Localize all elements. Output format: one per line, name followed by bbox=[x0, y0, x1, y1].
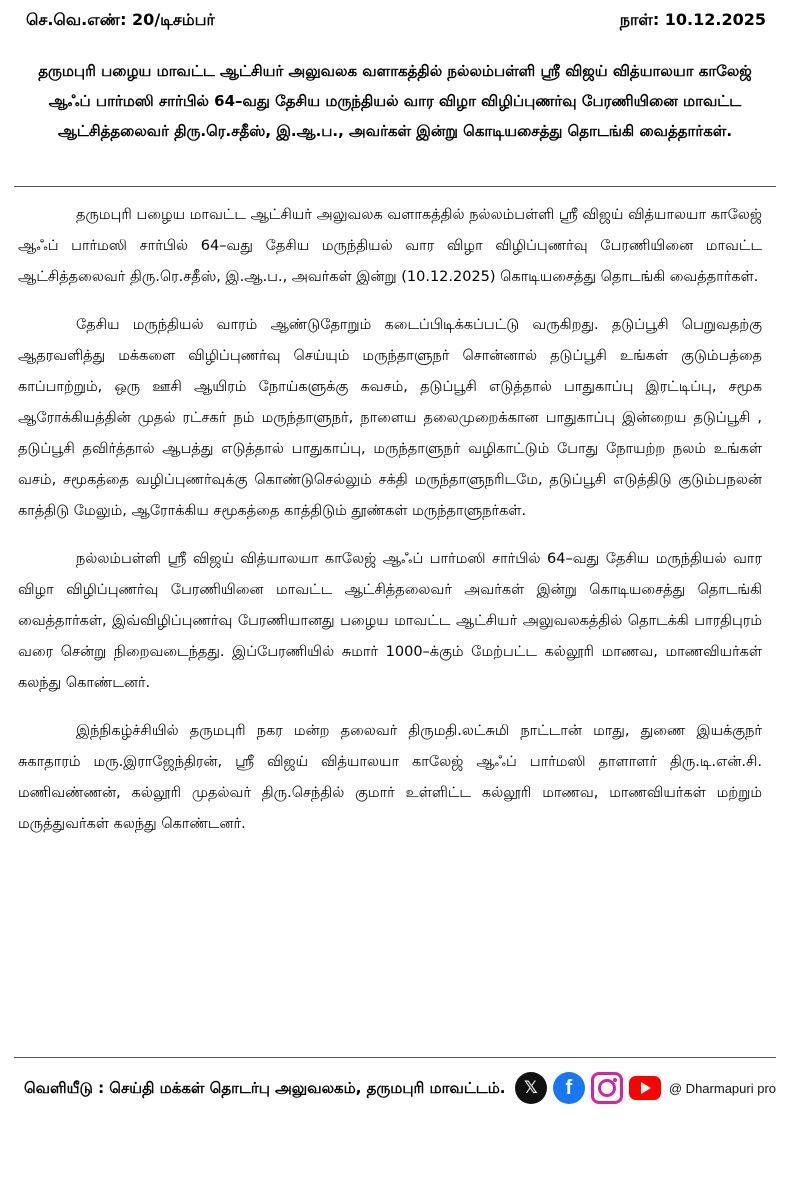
footer bbox=[14, 1066, 776, 1110]
bottom-divider bbox=[14, 1057, 776, 1058]
paragraph-3: நல்லம்பள்ளி ஸ்ரீ விஜய் வித்யாலயா காலேஜ் ஆஃப் பார்மஸி சார்பில் 64–வது தேசிய மருந்தியல் வார விழா விழிப்புணர்வு பேரணியினை மாவட்ட ஆட்சித்தலைவர் அவர்கள் இன்று கொடியசைத்து தொடங்கி வைத்தார்கள், இவ்விழிப்புணர்வு பேரணியானது பழைய மாவட்ட ஆட்சியர் அலுவலகத்தில் தொடக்கி பாரதிபுரம் வரை சென்று நிறைவடைந்தது. இப்பேரணியில் சுமார் 1000–க்கும் மேற்பட்ட கல்லூரி மாணவ, மாணவியர்கள் கலந்து கொண்டனர். bbox=[18, 551, 762, 691]
press-release-body bbox=[18, 200, 762, 857]
social-links bbox=[515, 1070, 776, 1106]
paragraph-2: தேசிய மருந்தியல் வாரம் ஆண்டுதோறும் கடைப்பிடிக்கப்பட்டு வருகிறது. தடுப்பூசி பெறுவதற்கு ஆதரவளித்து மக்களை விழிப்புணர்வு செய்யும் மருந்தாளுநர் சொன்னால் தடுப்பூசி உங்கள் குடும்பத்தை காப்பாற்றும், ஒரு ஊசி ஆயிரம் நோய்களுக்கு கவசம், தடுப்பூசி எடுத்தால் பாதுகாப்பு இரட்டிப்பு, சமூக ஆரோக்கியத்தின் முதல் ரட்சகர் நம் மருந்தாளுநர், நாளைய தலைமுறைக்கான பாதுகாப்பு இன்றைய தடுப்பூசி , தடுப்பூசி தவிர்த்தால் ஆபத்து எடுத்தால் பாதுகாப்பு, மருந்தாளுநர் வழிகாட்டும் போது நோயற்ற நலம் உங்கள் வசம், சமூகத்தை வழிப்புணர்வுக்கு கொண்டுசெல்லும் சக்தி மருந்தாளுநரிடமே, தடுப்பூசி எடுத்திடு குடும்பநலன் காத்திடு மேலும், ஆரோக்கிய சமூகத்தை காத்திடும் தூண்கள் மருந்தாளுநர்கள். bbox=[18, 317, 762, 519]
x-icon[interactable]: 𝕏 bbox=[515, 1072, 547, 1104]
facebook-icon[interactable]: f bbox=[553, 1072, 585, 1104]
social-handle: @ Dharmapuri pro bbox=[668, 1080, 776, 1096]
paragraph-4: இந்நிகழ்ச்சியில் தருமபுரி நகர மன்ற தலைவர் திருமதி.லட்சுமி நாட்டான் மாது, துணை இயக்குநர் சுகாதாரம் மரு.இராஜேந்திரன், ஸ்ரீ விஜய் வித்யாலயா காலேஜ் ஆஃப் பார்மஸி தாளாளர் திரு.டி.என்.சி. மணிவண்ணன், கல்லூரி முதல்வர் திரு.செந்தில் குமார் உள்ளிட்ட கல்லூரி மாணவ, மாணவியர்கள் மற்றும் மருத்துவர்கள் கலந்து கொண்டனர். bbox=[18, 723, 762, 832]
youtube-icon[interactable] bbox=[629, 1076, 661, 1100]
publisher-line: வெளியீடு : செய்தி மக்கள் தொடர்பு அலுவலகம், தருமபுரி மாவட்டம். bbox=[24, 1079, 506, 1097]
reference-number: செ.வெ.எண்: 20/டிசம்பர் bbox=[26, 10, 215, 29]
release-date: நாள்: 10.12.2025 bbox=[619, 10, 766, 29]
top-divider bbox=[14, 186, 776, 187]
paragraph-1: தருமபுரி பழைய மாவட்ட ஆட்சியர் அலுவலக வளாகத்தில் நல்லம்பள்ளி ஸ்ரீ விஜய் வித்யாலயா காலேஜ் ஆஃப் பார்மஸி சார்பில் 64–வது தேசிய மருந்தியல் வார விழா விழிப்புணர்வு பேரணியினை மாவட்ட ஆட்சித்தலைவர் திரு.ரெ.சதீஸ், இ.ஆ.ப., அவர்கள் இன்று (10.12.2025) கொடியசைத்து தொடங்கி வைத்தார்கள். bbox=[18, 207, 762, 285]
instagram-icon[interactable] bbox=[591, 1072, 623, 1104]
press-release-headline: தருமபுரி பழைய மாவட்ட ஆட்சியர் அலுவலக வளாகத்தில் நல்லம்பள்ளி ஸ்ரீ விஜய் வித்யாலயா காலேஜ் ஆஃப் பார்மஸி சார்பில் 64–வது தேசிய மருந்தியல் வார விழா விழிப்புணர்வு பேரணியினை மாவட்ட ஆட்சித்தலைவர் திரு.ரெ.சதீஸ், இ.ஆ.ப., அவர்கள் இன்று கொடியசைத்து தொடங்கி வைத்தார்கள். bbox=[38, 62, 752, 140]
